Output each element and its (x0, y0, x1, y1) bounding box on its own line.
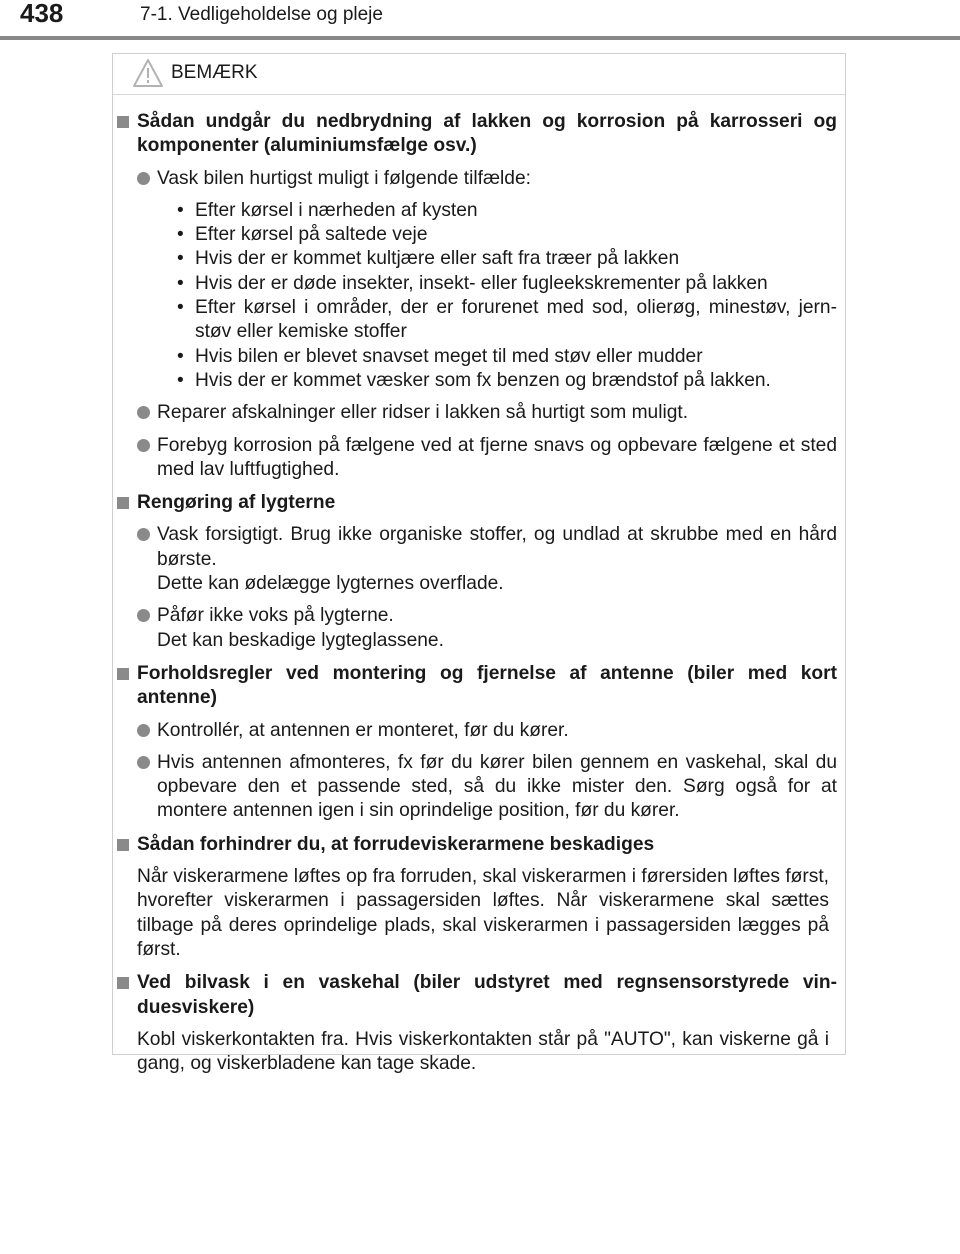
item-text: Hvis antennen afmonteres, fx før du kører bilen gennem en vaskehal, skal du opbevare den et passende sted, så du ikke mister den. Sørg også for at montere antennen igen i sin oprindelige position, før du kører. (157, 751, 837, 822)
sub-list (177, 199, 837, 393)
item-text: Kontrollér, at antennen er monteret, før du kører. (157, 719, 569, 741)
section-title: Rengøring af lygterne (137, 492, 336, 514)
section-square-icon (117, 668, 129, 680)
list-item (137, 434, 837, 483)
bullet-dot-icon (137, 439, 150, 452)
section-title: Sådan undgår du nedbrydning af lakken og korrosion på karrosseri og komponenter (aluminiumsfælge osv.) (137, 111, 837, 157)
item-text: Vask bilen hurtigst muligt i følgende tilfælde: (157, 167, 531, 189)
sub-list-item: • Efter kørsel i nærheden af kysten (177, 199, 837, 223)
item-text: Påfør ikke voks på lygterne. (157, 605, 394, 627)
section-antenna (113, 662, 845, 824)
section-body: Når viskerarmene løftes op fra forruden, skal viskerarmen i førersiden løftes først, hvorefter viskerarmen i passagersiden løftes. Når viskerarmene skal sættes tilbage på deres oprindelige plads, skal viskerarmen i passagersiden lægges på først. (137, 866, 830, 960)
section-square-icon (117, 977, 129, 989)
notice-content (113, 110, 845, 1085)
bullet-dot-icon (137, 406, 150, 419)
list-item (137, 167, 837, 394)
section-car-wash (113, 971, 845, 1076)
bullet-dot-icon (137, 609, 150, 622)
list-item (137, 751, 837, 824)
header-rule (0, 36, 960, 40)
chapter-title: 7-1. Vedligeholdelse og pleje (140, 4, 383, 25)
section-paint-corrosion (113, 110, 845, 482)
list-item (137, 401, 837, 425)
sub-list-item: • Hvis bilen er blevet snavset meget til med støv eller mudder (177, 345, 837, 369)
bullet-dot-icon (137, 724, 150, 737)
notice-header (113, 54, 845, 95)
section-title: Forholdsregler ved montering og fjernelse af antenne (biler med kort antenne) (137, 662, 837, 709)
bullet-dot-icon (137, 528, 150, 541)
sub-list-item: • Hvis der er døde insekter, insekt- eller fugleekskrementer på lakken (177, 272, 837, 296)
bullet-dot-icon (137, 756, 150, 769)
sub-list-item: • Efter kørsel på saltede veje (177, 223, 837, 247)
sub-list-item: • Hvis der er kommet kultjære eller saft fra træer på lakken (177, 247, 837, 271)
section-title: Ved bilvask i en vaskehal (biler udstyret med regnsensorstyrede vin-duesviskere) (137, 972, 837, 1018)
notice-box (112, 53, 846, 1075)
list-item (137, 523, 837, 596)
list-item (137, 719, 837, 743)
section-square-icon (117, 839, 129, 851)
section-square-icon (117, 497, 129, 509)
sub-list-item: • Hvis der er kommet væsker som fx benzen og brændstof på lakken. (177, 369, 837, 393)
list-item (137, 604, 837, 653)
item-note: Dette kan ødelægge lygternes overflade. (157, 573, 504, 595)
section-body: Kobl viskerkontakten fra. Hvis viskerkontakten står på "AUTO", kan viskerne gå i gang, og viskerbladene kan tage skade. (137, 1028, 829, 1075)
section-square-icon (117, 116, 129, 128)
warning-triangle-icon (132, 58, 164, 88)
item-note: Det kan beskadige lygteglassene. (157, 629, 444, 651)
notice-title: BEMÆRK (171, 62, 258, 83)
sub-list-item: • Efter kørsel i områder, der er forurenet med sod, olierøg, minestøv, jern-støv eller kemiske stoffer (177, 296, 837, 345)
item-text: Vask forsigtigt. Brug ikke organiske stoffer, og undlad at skrubbe med en hård børste. (157, 524, 837, 570)
item-text: Forebyg korrosion på fælgene ved at fjerne snavs og opbevare fælgene et sted med lav luftfugtighed. (157, 434, 837, 480)
section-wiper-arms (113, 833, 845, 962)
item-text: Reparer afskalninger eller ridser i lakken så hurtigt som muligt. (157, 402, 689, 424)
bullet-dot-icon (137, 172, 150, 185)
section-lights-cleaning (113, 491, 845, 653)
section-title: Sådan forhindrer du, at forrudeviskerarmene beskadiges (137, 833, 655, 855)
page-number: 438 (20, 0, 64, 28)
